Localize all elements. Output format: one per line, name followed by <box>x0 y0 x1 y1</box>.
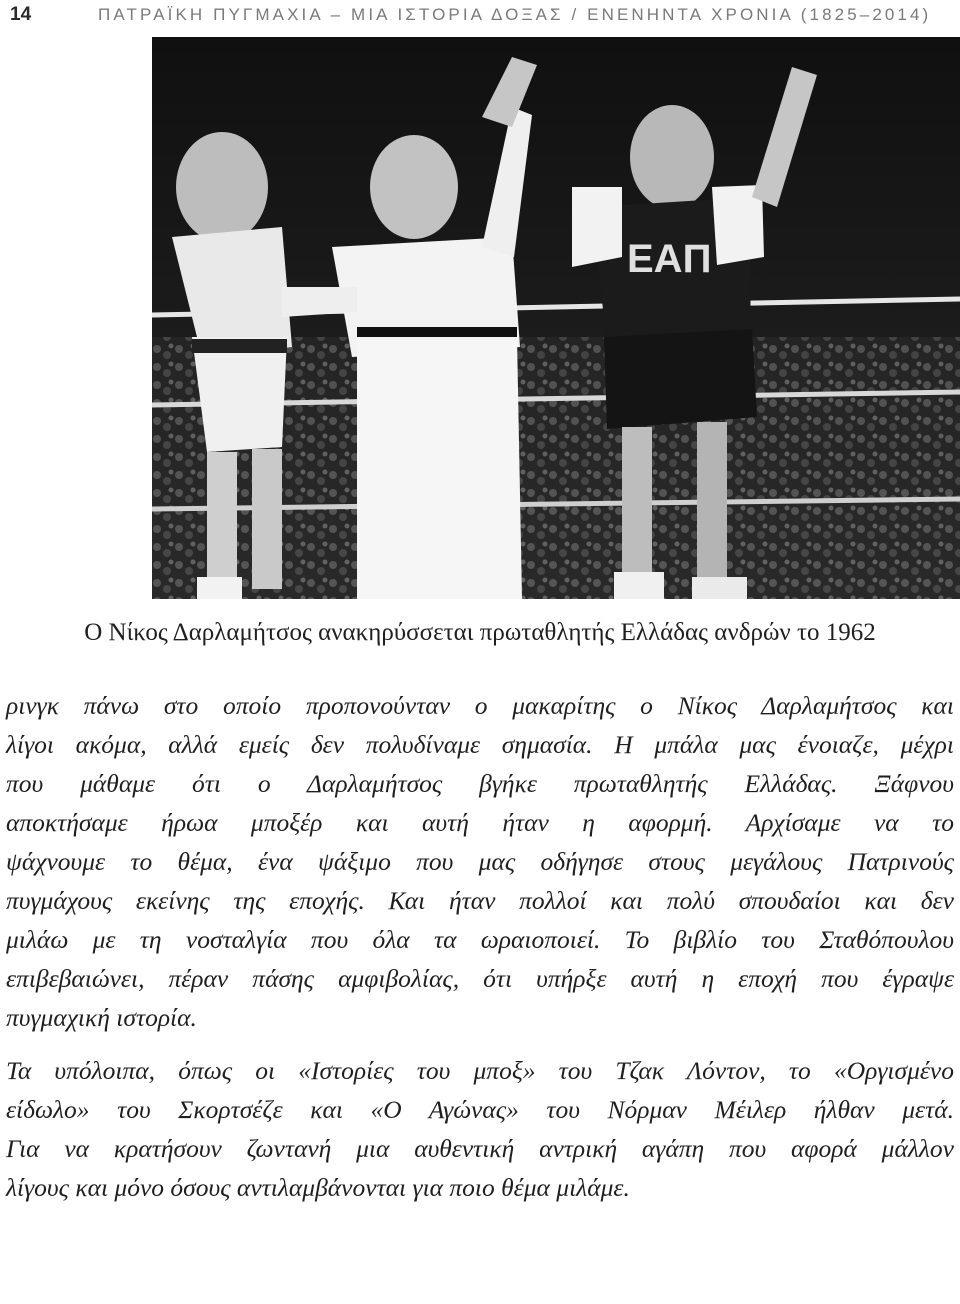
text-line: μιλάω με τη νοσταλγία που όλα τα ωραιοποιεί. Το βιβλίο του Σταθόπουλου <box>6 925 954 954</box>
text-line: επιβεβαιώνει, πέραν πάσης αμφιβολίας, ότι υπήρξε αυτή η εποχή που έγραψε <box>6 964 954 993</box>
text-line: Για να κρατήσουν ζωντανή μια αυθεντική αντρική αγάπη που αφορά μάλλον <box>6 1134 954 1163</box>
paragraph <box>6 1051 954 1207</box>
text-line: λίγοι ακόμα, αλλά εμείς δεν πολυδίναμε σημασία. Η μπάλα μας ένοιαζε, μέχρι <box>6 730 954 759</box>
running-head <box>0 0 960 34</box>
text-line: πυγμαχική ιστορία. <box>6 1003 197 1032</box>
jersey-text: ΕΑΠ <box>627 237 712 281</box>
text-line: λίγους και μόνο όσους αντιλαμβάνονται για ποιο θέμα μιλάμε. <box>6 1173 630 1202</box>
page-number: 14 <box>10 4 32 25</box>
body-text <box>6 686 954 1207</box>
photo-caption: Ο Νίκος Δαρλαμήτσος ανακηρύσσεται πρωταθλητής Ελλάδας ανδρών το 1962 <box>84 619 876 646</box>
boxing-photo <box>152 37 960 599</box>
text-line: ρινγκ πάνω στο οποίο προπονούνταν ο μακαρίτης ο Νίκος Δαρλαμήτσος και <box>6 691 954 720</box>
text-line: Τα υπόλοιπα, όπως οι «Ιστορίες του μποξ» του Τζακ Λόντον, το «Οργισμένο <box>6 1056 954 1085</box>
text-line: πυγμάχους εκείνης της εποχής. Και ήταν πολλοί και πολύ σπουδαίοι και δεν <box>6 886 954 915</box>
text-line: είδωλο» του Σκορτσέζε και «Ο Αγώνας» του Νόρμαν Μέιλερ ήλθαν μετά. <box>6 1095 954 1124</box>
running-title: ΠΑΤΡΑΪΚΗ ΠΥΓΜΑΧΙΑ – ΜΙΑ ΙΣΤΟΡΙΑ ΔΟΞΑΣ / ΕΝΕΝΗΝΤΑ ΧΡΟΝΙΑ (1825–2014) <box>98 5 932 24</box>
text-line: ψάχνουμε το θέμα, ένα ψάξιμο που μας οδήγησε στους μεγάλους Πατρινούς <box>6 847 954 876</box>
text-line: αποκτήσαμε ήρωα μποξέρ και αυτή ήταν η αφορμή. Αρχίσαμε να το <box>6 808 954 837</box>
paragraph <box>6 686 954 1037</box>
text-line: που μάθαμε ότι ο Δαρλαμήτσος βγήκε πρωταθλητής Ελλάδας. Ξάφνου <box>6 769 954 798</box>
